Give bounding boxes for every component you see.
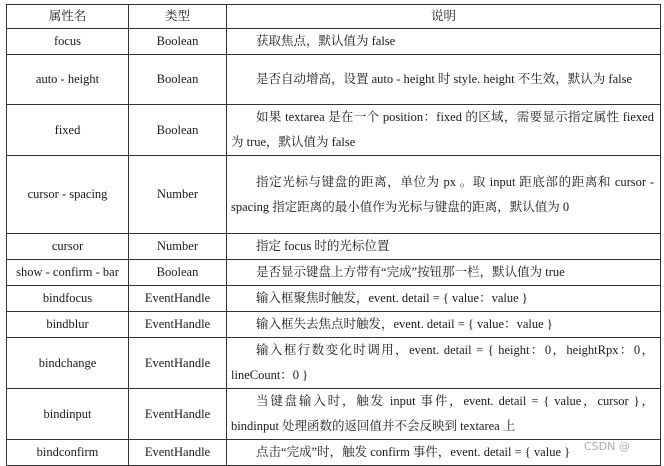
attribute-description <box>227 286 661 312</box>
header-description: 说明 <box>227 5 661 29</box>
attribute-type: Boolean <box>129 29 227 55</box>
attribute-description <box>227 312 661 338</box>
attribute-name: fixed <box>7 105 129 156</box>
table-header-row <box>7 5 661 29</box>
attribute-type: Boolean <box>129 105 227 156</box>
attribute-table <box>6 4 661 466</box>
description-text: 输入框行数变化时调用，event. detail = { height：0，heightRpx：0，lineCount：0 } <box>231 343 654 382</box>
attribute-name: cursor - spacing <box>7 156 129 234</box>
table-row <box>7 55 661 105</box>
description-text: 是否自动增高，设置 auto - height 时 style. height 不生效，默认为 false <box>256 72 633 86</box>
attribute-description <box>227 29 661 55</box>
description-text: 指定 focus 时的光标位置 <box>256 239 390 253</box>
table-row <box>7 389 661 440</box>
attribute-description <box>227 260 661 286</box>
description-text: 输入框失去焦点时触发，event. detail = { value：value } <box>256 317 553 331</box>
description-text: 如果 textarea 是在一个 position：fixed 的区域，需要显示指定属性 fiexed 为 true，默认值为 false <box>231 110 654 149</box>
attribute-name: bindconfirm <box>7 440 129 466</box>
table-row <box>7 260 661 286</box>
attribute-name: bindinput <box>7 389 129 440</box>
table-row <box>7 312 661 338</box>
attribute-description <box>227 55 661 105</box>
attribute-name: bindblur <box>7 312 129 338</box>
description-text: 指定光标与键盘的距离，单位为 px 。取 input 距底部的距离和 cursor - spacing 指定距离的最小值作为光标与键盘的距离，默认值为 0 <box>231 174 654 214</box>
attribute-type: Boolean <box>129 55 227 105</box>
attribute-description <box>227 389 661 440</box>
attribute-name: bindchange <box>7 338 129 389</box>
description-text: 当键盘输入时，触发 input 事件，event. detail = { value，cursor }，bindinput 处理函数的返回值并不会反映到 textarea 上 <box>231 394 654 433</box>
table-row <box>7 286 661 312</box>
attribute-type: EventHandle <box>129 312 227 338</box>
description-text: 获取焦点，默认值为 false <box>256 34 396 48</box>
description-text: 是否显示键盘上方带有“完成”按钮那一栏，默认值为 true <box>256 265 565 279</box>
attribute-name: bindfocus <box>7 286 129 312</box>
table-row <box>7 338 661 389</box>
attribute-name: cursor <box>7 234 129 260</box>
attribute-description <box>227 105 661 156</box>
attribute-description <box>227 234 661 260</box>
header-name: 属性名 <box>7 5 129 29</box>
header-type: 类型 <box>129 5 227 29</box>
attribute-description <box>227 156 661 234</box>
attribute-type: EventHandle <box>129 338 227 389</box>
attribute-type: Number <box>129 156 227 234</box>
attribute-name: focus <box>7 29 129 55</box>
table-row <box>7 105 661 156</box>
table-row <box>7 29 661 55</box>
attribute-type: Number <box>129 234 227 260</box>
attribute-type: EventHandle <box>129 389 227 440</box>
attribute-name: auto - height <box>7 55 129 105</box>
attribute-type: EventHandle <box>129 286 227 312</box>
attribute-description <box>227 338 661 389</box>
table-row <box>7 440 661 466</box>
attribute-type: EventHandle <box>129 440 227 466</box>
description-text: 点击“完成”时，触发 confirm 事件，event. detail = { value } <box>256 445 571 459</box>
watermark: CSDN @ <box>584 440 630 453</box>
attribute-type: Boolean <box>129 260 227 286</box>
description-text: 输入框聚焦时触发，event. detail = { value：value } <box>256 291 528 305</box>
attribute-name: show - confirm - bar <box>7 260 129 286</box>
table-row <box>7 234 661 260</box>
table-row <box>7 156 661 234</box>
